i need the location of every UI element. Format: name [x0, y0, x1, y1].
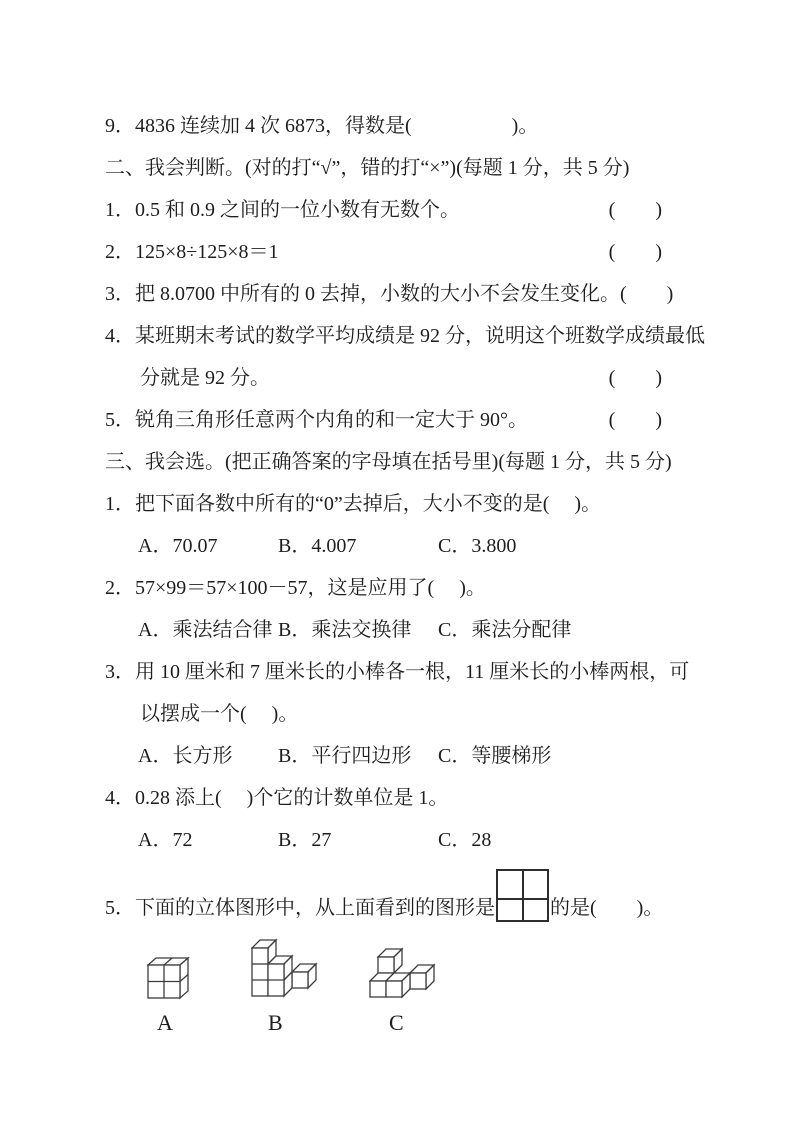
- option-b: B．27: [278, 828, 332, 851]
- option-c: C．28: [438, 828, 492, 851]
- option-b: B．平行四边形: [278, 744, 412, 767]
- choice-question-3-line2: [105, 690, 763, 732]
- choice-question-5-text-after: 的是( )。: [550, 897, 664, 919]
- choice-question-3-options: [105, 732, 763, 774]
- figure-label-b: B: [268, 1010, 283, 1035]
- judge-item-5-text: 5．锐角三角形任意两个内角的和一定大于 90°。: [105, 408, 528, 431]
- option-a: A．70.07: [138, 534, 218, 557]
- judge-item-4-line2: [105, 354, 662, 396]
- choice-question-5: [105, 860, 763, 922]
- judge-item-3: [105, 270, 674, 312]
- choice-section-heading: [105, 438, 763, 480]
- judge-item-1: [105, 186, 662, 228]
- option-c: C．乘法分配律: [438, 618, 572, 641]
- choice-question-4-options: [105, 816, 763, 858]
- option-b: B．4.007: [278, 534, 357, 557]
- choice-question-1-text: 1．把下面各数中所有的“0”去掉后，大小不变的是( )。: [105, 492, 602, 515]
- choice-question-3-text2: 以摆成一个( )。: [140, 702, 299, 725]
- judge-item-3-answer-blank: ( ): [620, 282, 674, 305]
- judge-item-5: [105, 396, 662, 438]
- judge-item-4-text2: 分就是 92 分。: [140, 366, 270, 389]
- choice-question-2: [105, 564, 763, 606]
- judge-item-1-text: 1．0.5 和 0.9 之间的一位小数有无数个。: [105, 198, 460, 221]
- figure-label-a: A: [157, 1010, 173, 1035]
- judge-item-2: [105, 228, 662, 270]
- option-b: B．乘法交换律: [278, 618, 412, 641]
- cube-figure-c: [369, 940, 439, 1000]
- choice-question-1: [105, 480, 763, 522]
- judge-section-heading-text: 二、我会判断。(对的打“√”，错的打“×”)(每题 1 分，共 5 分): [105, 156, 630, 179]
- choice-section-heading-text: 三、我会选。(把正确答案的字母填在括号里)(每题 1 分，共 5 分): [105, 450, 672, 473]
- judge-item-4-answer-blank: ( ): [608, 366, 662, 389]
- choice-question-4-text: 4．0.28 添上( )个它的计数单位是 1。: [105, 786, 449, 809]
- choice-question-2-text: 2．57×99＝57×100－57，这是应用了( )。: [105, 576, 486, 599]
- judge-section-heading: [105, 144, 763, 186]
- judge-item-2-text: 2．125×8÷125×8＝1: [105, 240, 279, 263]
- judge-item-2-answer-blank: ( ): [608, 240, 662, 263]
- choice-question-2-options: [105, 606, 763, 648]
- option-a: A．乘法结合律: [138, 618, 273, 641]
- judge-item-5-answer-blank: ( ): [608, 408, 662, 431]
- choice-question-5-text-before: 5．下面的立体图形中，从上面看到的图形是: [105, 897, 495, 919]
- judge-item-4-text: 4．某班期末考试的数学平均成绩是 92 分，说明这个班数学成绩最低: [105, 324, 705, 347]
- figure-label-c: C: [389, 1010, 404, 1035]
- cube-figure-b: [251, 930, 321, 1000]
- judge-item-1-answer-blank: ( ): [608, 198, 662, 221]
- cube-figure-a: [147, 956, 193, 1000]
- option-a: A．长方形: [138, 744, 233, 767]
- option-a: A．72: [138, 828, 193, 851]
- option-c: C．等腰梯形: [438, 744, 552, 767]
- fill-question-9-text: 9．4836 连续加 4 次 6873，得数是( )。: [105, 114, 539, 137]
- judge-item-4-line1: [105, 312, 763, 354]
- choice-question-3-text1: 3．用 10 厘米和 7 厘米长的小棒各一根，11 厘米长的小棒两根，可: [105, 660, 690, 683]
- choice-question-3-line1: [105, 648, 763, 690]
- top-view-grid-figure: [496, 869, 549, 922]
- option-c: C．3.800: [438, 534, 517, 557]
- cube-figure-labels: [105, 1010, 763, 1046]
- judge-item-3-text: 3．把 8.0700 中所有的 0 去掉，小数的大小不会发生变化。: [105, 282, 620, 305]
- cube-figures-row: [105, 928, 763, 1002]
- choice-question-4: [105, 774, 763, 816]
- fill-question-9: [105, 102, 763, 144]
- choice-question-1-options: [105, 522, 763, 564]
